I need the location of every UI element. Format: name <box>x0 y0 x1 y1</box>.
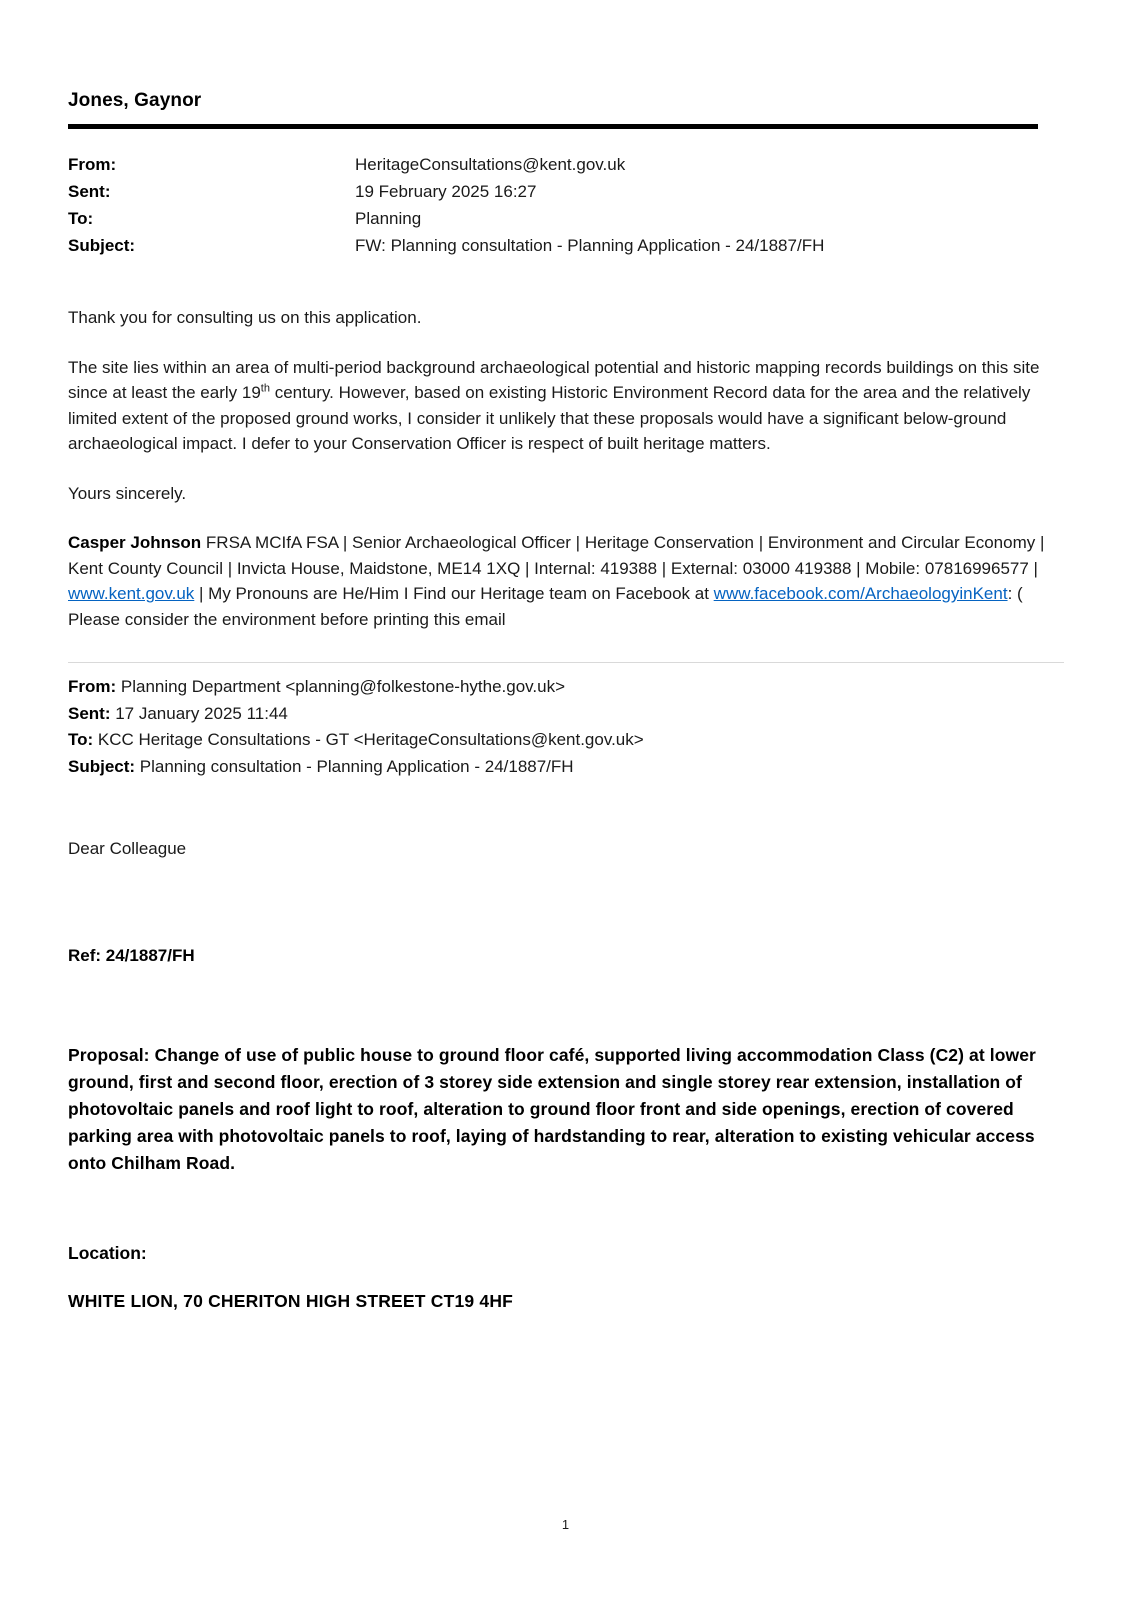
body-paragraph-thanks: Thank you for consulting us on this application. <box>68 308 422 327</box>
forwarded-subject-value: Planning consultation - Planning Application - 24/1887/FH <box>135 756 574 776</box>
forwarded-from-line <box>68 674 1064 701</box>
forwarded-sent-label: Sent: <box>68 703 111 723</box>
forwarded-subject-label: Subject: <box>68 756 136 776</box>
forwarded-from-value: Planning Department <planning@folkestone-hythe.gov.uk> <box>116 677 566 696</box>
body-paragraph-assessment <box>68 355 1064 457</box>
location-address: WHITE LION, 70 CHERITON HIGH STREET CT19 4HF <box>68 1290 514 1311</box>
signature-block <box>68 530 1064 632</box>
subject-value: FW: Planning consultation - Planning Application - 24/1887/FH <box>355 236 825 255</box>
proposal-description: Proposal: Change of use of public house to ground floor café, supported living accommodation Class (C2) at lower ground, first and second floor, erection of 3 storey side extension and single storey rear extension, installation of photovoltaic panels and roof light to roof, alteration to ground floor front and side openings, erection of covered parking area with photovoltaic panels to roof, laying of hardstanding to rear, alteration to existing vehicular access onto Chilham Road. <box>68 1044 1036 1173</box>
sent-label: Sent: <box>68 182 111 201</box>
signature-name: Casper Johnson <box>68 533 202 552</box>
ordinal-superscript: th <box>260 382 270 395</box>
forwarded-message-divider <box>68 662 1064 663</box>
location-label: Location: <box>68 1242 147 1263</box>
assessment-text-after-superscript: century. However, based on existing Historic Environment Record data for the area and the relatively limited extent of the proposed ground works, I consider it unlikely that these proposals would have a significant below-ground archaeological impact. I defer to your Conservation Officer is respect of built heritage matters. <box>68 383 1031 453</box>
facebook-archaeology-link[interactable]: www.facebook.com/ArchaeologyinKent <box>713 584 1008 603</box>
application-reference: Ref: 24/1887/FH <box>68 945 195 965</box>
forwarded-to-line <box>68 727 1064 754</box>
to-value: Planning <box>355 209 422 228</box>
forwarded-sent-value: 17 January 2025 11:44 <box>110 703 288 723</box>
page-number: 1 <box>561 1517 570 1532</box>
greeting-line: Dear Colleague <box>68 839 187 858</box>
forwarded-email-header-block <box>68 674 1064 780</box>
signature-segment-2: | My Pronouns are He/Him I Find our Heritage team on Facebook at <box>194 584 714 603</box>
header-divider-rule <box>68 124 1038 129</box>
sent-value: 19 February 2025 16:27 <box>355 182 537 201</box>
email-header-block <box>68 152 1064 259</box>
assessment-text-before-superscript: The site lies within an area of multi-period background archaeological potential and historic mapping records buildings on this site since at least the early 19 <box>68 357 1040 402</box>
from-value: HeritageConsultations@kent.gov.uk <box>355 155 626 174</box>
from-label: From: <box>68 155 117 174</box>
forwarded-from-label: From: <box>68 677 117 696</box>
body-paragraph-closing: Yours sincerely. <box>68 483 187 503</box>
forwarded-sent-line <box>68 701 1064 728</box>
forwarded-subject-line <box>68 754 1064 781</box>
to-label: To: <box>68 209 94 228</box>
kent-website-link[interactable]: www.kent.gov.uk <box>68 584 195 603</box>
forwarded-to-value: KCC Heritage Consultations - GT <HeritageConsultations@kent.gov.uk> <box>93 730 644 749</box>
signature-segment-1: FRSA MCIfA FSA | Senior Archaeological Officer | Heritage Conservation | Environment and Circular Economy | Kent County Council | Invicta House, Maidstone, ME14 1XQ | Internal: 419388 | External: 03000 419388 | Mobile: 07816996577 | <box>68 533 1045 578</box>
signature-segment-3: : ( Please consider the environment before printing this email <box>68 584 1023 629</box>
subject-label: Subject: <box>68 236 136 255</box>
forwarded-to-label: To: <box>68 730 94 749</box>
mailbox-owner-name: Jones, Gaynor <box>68 90 202 111</box>
